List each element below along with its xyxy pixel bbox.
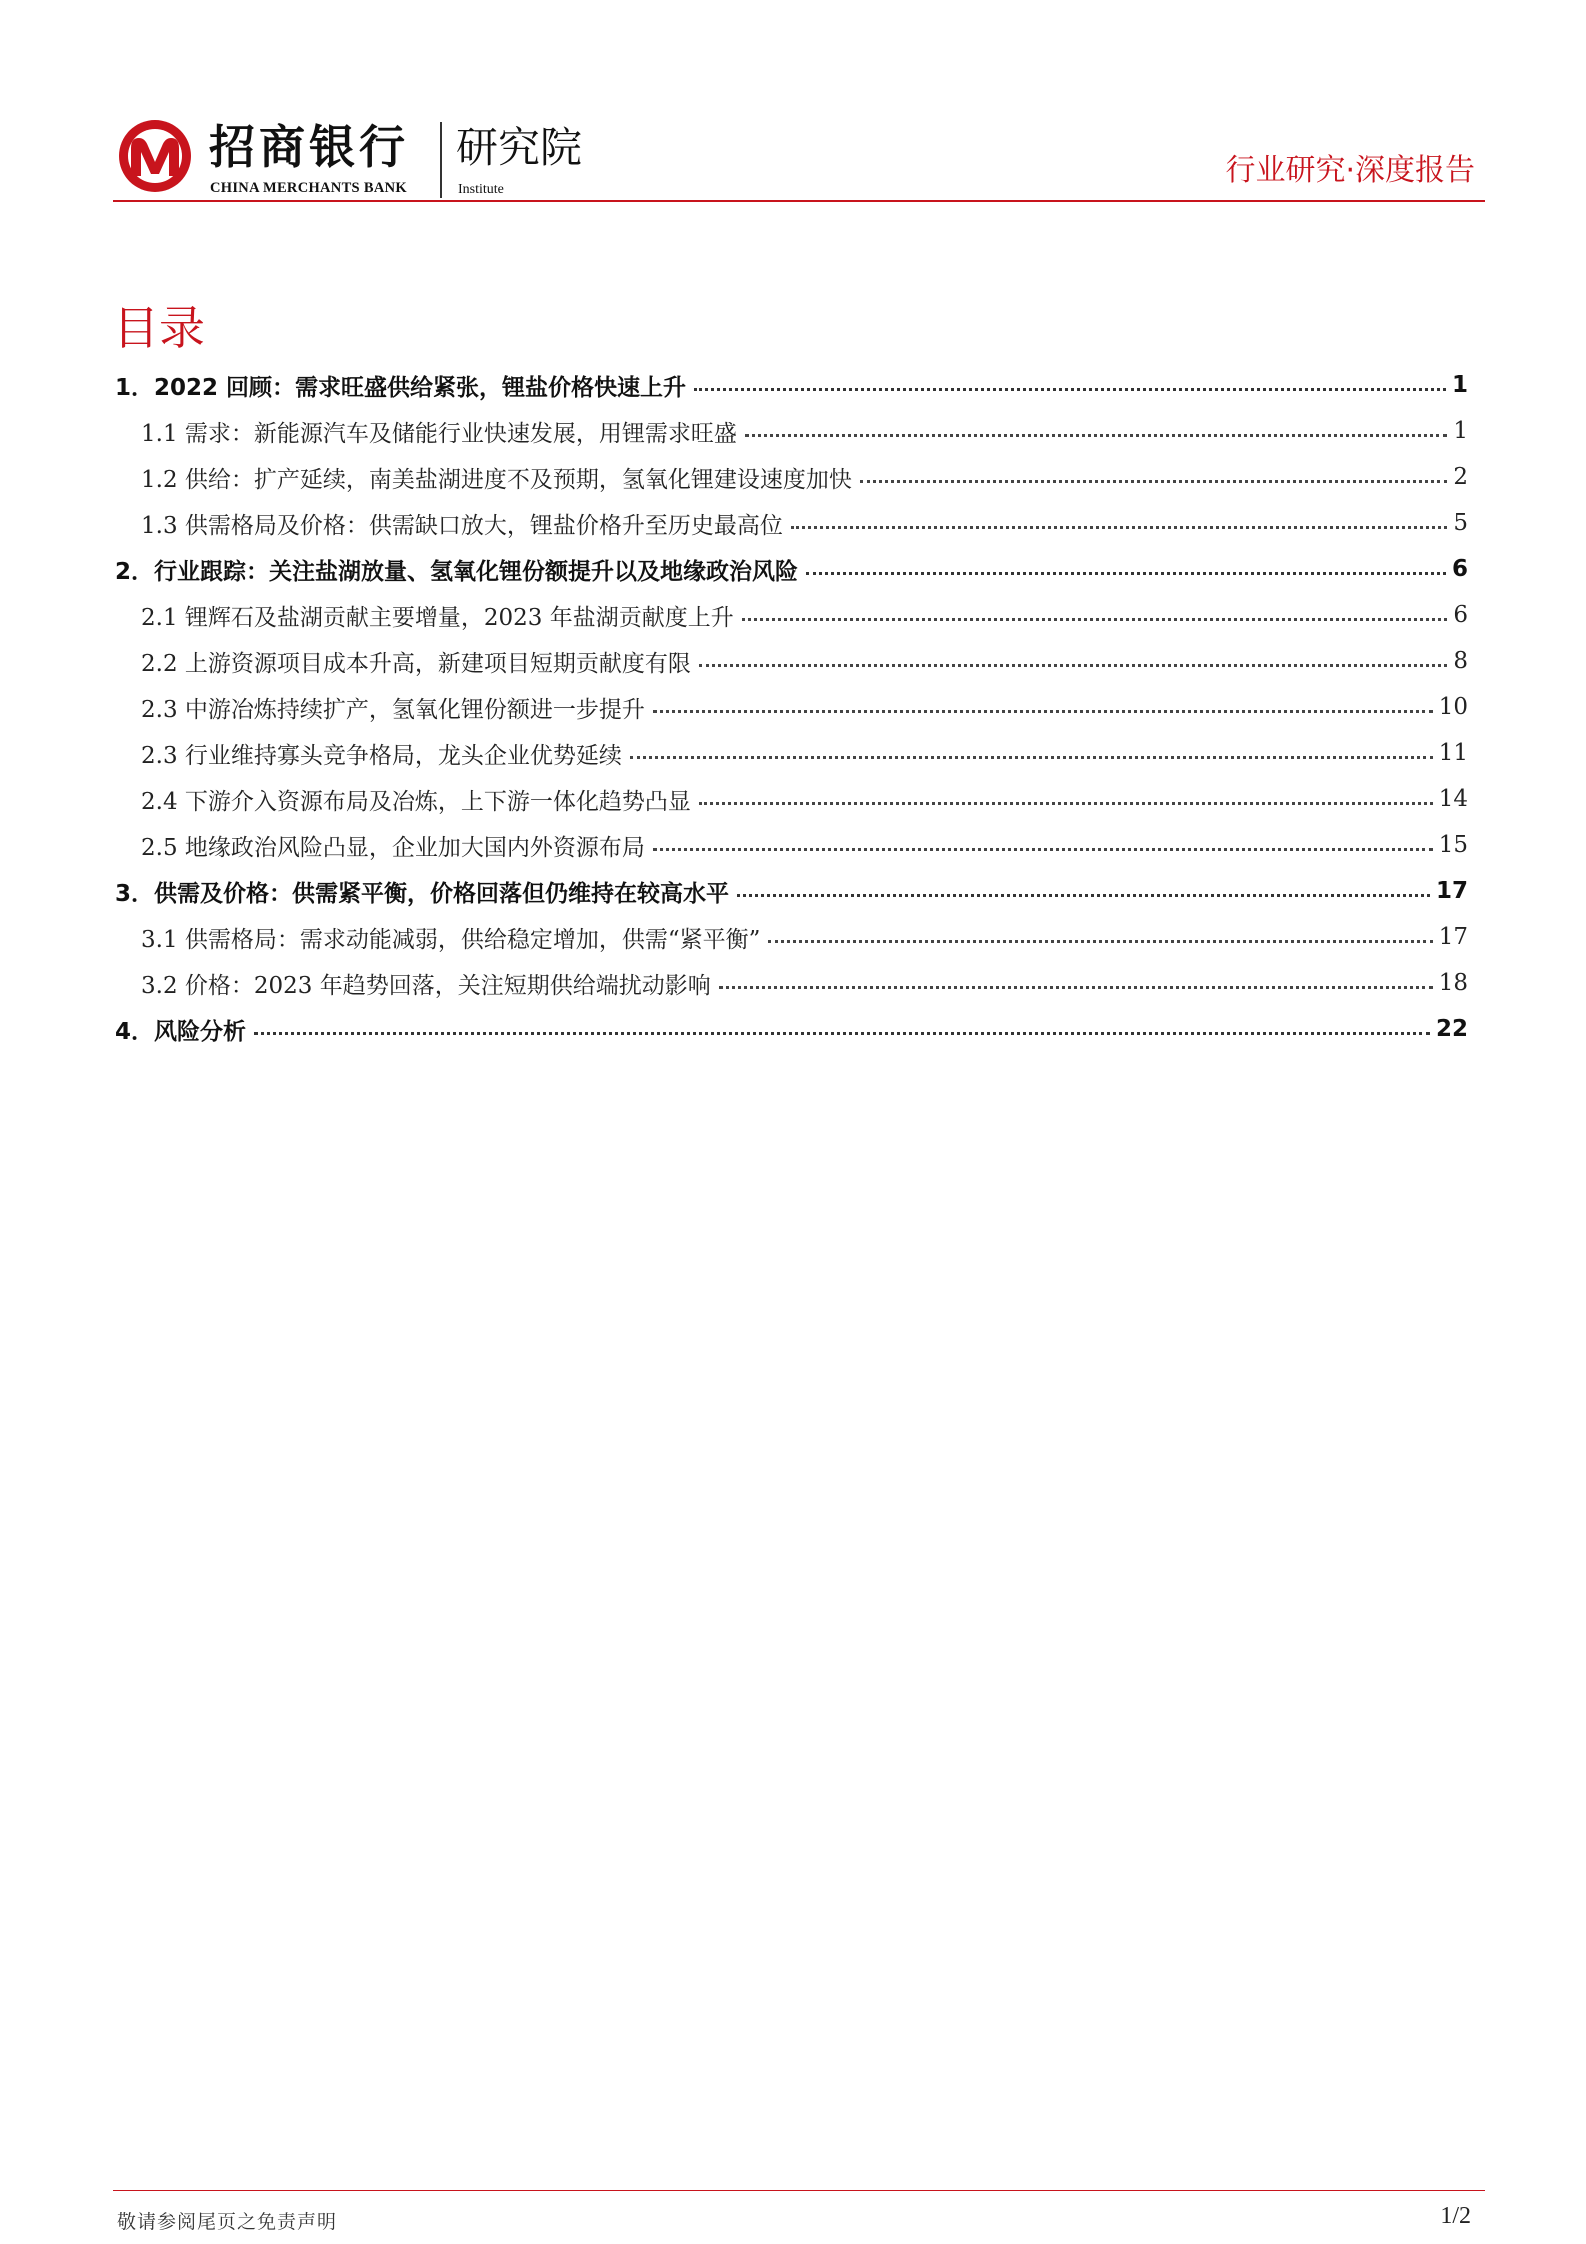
toc-entry-page-number: 17: [1438, 924, 1468, 950]
toc-title: 目录: [113, 301, 205, 355]
toc-dot-leader: [653, 710, 1433, 713]
toc-dot-leader: [768, 940, 1432, 943]
toc-entry-page-number: 18: [1438, 970, 1468, 996]
toc-entry-label: 2.2 上游资源项目成本升高，新建项目短期贡献度有限: [141, 650, 691, 677]
toc-entry-label: 1．2022 回顾：需求旺盛供给紧张，锂盐价格快速上升: [115, 374, 687, 401]
toc-entry-page-number: 2: [1453, 464, 1468, 490]
toc-subsection-entry[interactable]: [113, 408, 1468, 454]
page-number: 1/2: [1440, 2203, 1471, 2229]
toc-entry-page-number: 14: [1438, 786, 1468, 812]
brand-separator: [440, 122, 442, 198]
toc-subsection-entry[interactable]: [113, 776, 1468, 822]
toc-entry-page-number: 6: [1451, 556, 1468, 582]
toc-entry-page-number: 6: [1453, 602, 1468, 628]
toc-entry-label: 3.1 供需格局：需求动能减弱，供给稳定增加，供需“紧平衡”: [141, 926, 761, 953]
toc-section-entry[interactable]: [113, 1006, 1468, 1052]
institute-name-cn: 研究院: [456, 123, 583, 172]
toc-dot-leader: [630, 756, 1433, 759]
toc-dot-leader: [745, 434, 1447, 437]
toc-entry-page-number: 1: [1453, 418, 1468, 444]
toc-subsection-entry[interactable]: [113, 914, 1468, 960]
toc-dot-leader: [699, 802, 1433, 805]
toc-subsection-entry[interactable]: [113, 500, 1468, 546]
toc-dot-leader: [719, 986, 1433, 989]
header-divider: [113, 200, 1485, 202]
toc-subsection-entry[interactable]: [113, 592, 1468, 638]
toc-entry-label: 2．行业跟踪：关注盐湖放量、氢氧化锂份额提升以及地缘政治风险: [115, 558, 799, 585]
toc-dot-leader: [653, 848, 1433, 851]
toc-entry-label: 2.1 锂辉石及盐湖贡献主要增量，2023 年盐湖贡献度上升: [141, 604, 734, 631]
toc-entry-label: 1.2 供给：扩产延续，南美盐湖进度不及预期，氢氧化锂建设速度加快: [141, 466, 852, 493]
toc-entry-label: 2.4 下游介入资源布局及冶炼，上下游一体化趋势凸显: [141, 788, 691, 815]
toc-entry-page-number: 8: [1453, 648, 1468, 674]
footer-divider: [113, 2190, 1485, 2191]
institute-name-en: Institute: [458, 182, 504, 197]
toc-dot-leader: [860, 480, 1447, 483]
toc-dot-leader: [806, 572, 1446, 575]
brand-name-cn: 招商银行: [209, 120, 409, 174]
toc-section-entry[interactable]: [113, 546, 1468, 592]
report-type-label: 行业研究·深度报告: [1225, 153, 1475, 188]
toc-dot-leader: [791, 526, 1447, 529]
brand-name-en: CHINA MERCHANTS BANK: [210, 180, 407, 196]
toc-entry-label: 3．供需及价格：供需紧平衡，价格回落但仍维持在较高水平: [115, 880, 730, 907]
toc-entry-label: 2.5 地缘政治风险凸显，企业加大国内外资源布局: [141, 834, 645, 861]
toc-entry-page-number: 22: [1435, 1016, 1468, 1042]
toc-entry-page-number: 1: [1451, 372, 1468, 398]
toc-dot-leader: [254, 1032, 1430, 1035]
toc-subsection-entry[interactable]: [113, 960, 1468, 1006]
toc-entry-label: 1.3 供需格局及价格：供需缺口放大，锂盐价格升至历史最高位: [141, 512, 783, 539]
china-merchants-bank-logo-icon: [117, 118, 193, 194]
toc-entry-label: 1.1 需求：新能源汽车及储能行业快速发展，用锂需求旺盛: [141, 420, 737, 447]
toc-section-entry[interactable]: [113, 868, 1468, 914]
toc-dot-leader: [742, 618, 1448, 621]
toc-subsection-entry[interactable]: [113, 822, 1468, 868]
toc-entry-page-number: 15: [1438, 832, 1468, 858]
toc-entry-label: 2.3 中游冶炼持续扩产，氢氧化锂份额进一步提升: [141, 696, 645, 723]
page-header: [113, 110, 1485, 205]
toc-subsection-entry[interactable]: [113, 684, 1468, 730]
toc-entry-page-number: 10: [1438, 694, 1468, 720]
toc-entry-page-number: 11: [1438, 740, 1468, 766]
toc-dot-leader: [699, 664, 1447, 667]
toc-dot-leader: [737, 894, 1430, 897]
toc-entry-label: 2.3 行业维持寡头竞争格局，龙头企业优势延续: [141, 742, 622, 769]
toc-entry-label: 3.2 价格：2023 年趋势回落，关注短期供给端扰动影响: [141, 972, 711, 999]
toc-entry-page-number: 5: [1453, 510, 1468, 536]
toc-section-entry[interactable]: [113, 362, 1468, 408]
table-of-contents: [113, 362, 1468, 1052]
toc-entry-page-number: 17: [1435, 878, 1468, 904]
toc-dot-leader: [694, 388, 1446, 391]
toc-subsection-entry[interactable]: [113, 638, 1468, 684]
toc-entry-label: 4．风险分析: [115, 1018, 247, 1045]
footer-disclaimer: 敬请参阅尾页之免责声明: [117, 2211, 338, 2233]
toc-subsection-entry[interactable]: [113, 454, 1468, 500]
toc-subsection-entry[interactable]: [113, 730, 1468, 776]
